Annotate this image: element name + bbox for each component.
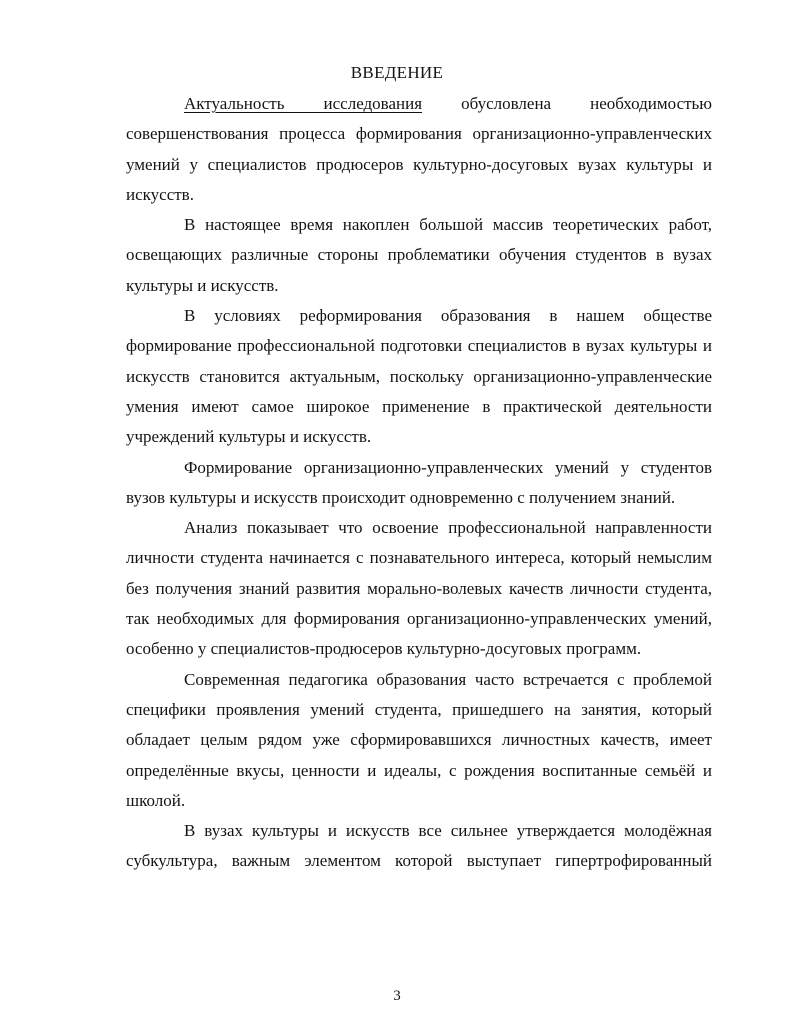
paragraph: В настоящее время накоплен большой массив теоретических работ, освещающих различные стороны проблематики обучения студентов в вузах культуры и искусств. [126, 215, 712, 295]
paragraph-relevance [126, 89, 712, 210]
page-title: ВВЕДЕНИЕ [350, 63, 444, 82]
paragraph: Современная педагогика образования часто встречается с проблемой специфики проявления умений студента, пришедшего на занятия, который обладает целым рядом уже сформировавшихся личностных качеств, имеет определённые вкусы, ценности и идеалы, с рождения воспитанные семьёй и школой. [126, 669, 712, 810]
paragraph: Формирование организационно-управленческих умений у студентов вузов культуры и искусств происходит одновременно с получением знаний. [126, 457, 712, 507]
document-body [126, 89, 712, 877]
paragraph-text: обусловлена необходимостью совершенствования процесса формирования организационно-управленческих умений у специалистов продюсеров культурно-досуговых вузах культуры и искусств. [126, 94, 712, 204]
underlined-lead: Актуальность исследования [184, 94, 423, 113]
paragraph: В условиях реформирования образования в нашем обществе формирование профессиональной подготовки специалистов в вузах культуры и искусств становится актуальным, поскольку организационно-управленческие умения имеют самое широкое применение в практической деятельности учреждений культуры и искусств. [126, 306, 712, 447]
paragraph: Анализ показывает что освоение профессиональной направленности личности студента начинается с познавательного интереса, который немыслим без получения знаний развития морально-волевых качеств личности студента, так необходимых для формирования организационно-управленческих умений, особенно у специалистов-продюсеров культурно-досуговых программ. [126, 518, 712, 659]
page-number: 3 [393, 988, 401, 1004]
paragraph: В вузах культуры и искусств все сильнее утверждается молодёжная субкультура, важным элементом которой выступает гипертрофированный [126, 821, 712, 871]
